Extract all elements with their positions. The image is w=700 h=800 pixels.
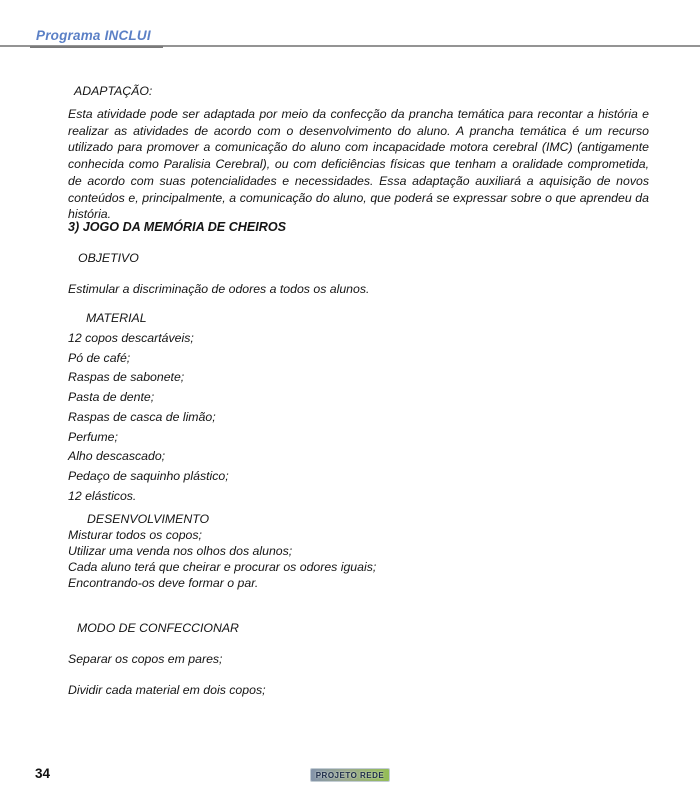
material-item: Perfume;	[68, 429, 118, 444]
material-item: Raspas de casca de limão;	[68, 409, 216, 424]
material-item: 12 copos descartáveis;	[68, 331, 194, 345]
development-heading: DESENVOLVIMENTO	[87, 512, 210, 526]
material-item: Pedaço de saquinho plástico;	[68, 468, 229, 483]
material-item: Raspas de sabonete;	[68, 370, 185, 385]
development-section	[68, 512, 376, 592]
development-step: Utilizar uma venda nos olhos dos alunos;	[68, 543, 293, 558]
confection-step: Dividir cada material em dois copos;	[68, 683, 266, 697]
header-rule-accent	[30, 46, 163, 48]
material-item: Pó de café;	[68, 350, 131, 365]
activity-title: 3) JOGO DA MEMÓRIA DE CHEIROS	[68, 220, 287, 234]
projeto-rede-logo	[310, 768, 390, 782]
development-step: Misturar todos os copos;	[68, 527, 202, 542]
material-item: Alho descascado;	[68, 449, 166, 464]
development-step: Cada aluno terá que cheirar e procurar os odores iguais;	[68, 559, 377, 574]
adaptation-paragraph: Esta atividade pode ser adaptada por meio da confecção da prancha temática para recontar a história e realizar as atividades de acordo com o desenvolvimento do aluno. A prancha temática é um recurso utilizado para promover a comunicação do aluno com incapacidade motora cerebral (IMC) (antigamente conhecida como Paralisia Cerebral), ou com deficiências físicas que tenham a oralidade comprometida, de acordo com suas potencialidades e necessidades. Essa adaptação auxiliará a aquisição de novos conteúdos e, principalmente, a comunicação do aluno, que poderá se expressar sobre o que aprendeu da história.	[68, 107, 649, 222]
objective-text: Estimular a discriminação de odores a todos os alunos.	[68, 282, 370, 296]
material-item: 12 elásticos.	[68, 488, 137, 503]
development-step: Encontrando-os deve formar o par.	[68, 575, 259, 590]
header-program-title: Programa INCLUI	[36, 28, 151, 43]
adaptation-heading: ADAPTAÇÃO:	[74, 84, 153, 98]
confection-heading: MODO DE CONFECCIONAR	[77, 621, 239, 635]
confection-step: Separar os copos em pares;	[68, 652, 223, 666]
material-list	[68, 329, 229, 506]
projeto-rede-logo-text: PROJETO REDE	[315, 770, 385, 780]
material-heading: MATERIAL	[86, 311, 147, 325]
objective-heading: OBJETIVO	[78, 251, 139, 265]
material-item: Pasta de dente;	[68, 390, 155, 405]
page-number: 34	[35, 766, 51, 781]
